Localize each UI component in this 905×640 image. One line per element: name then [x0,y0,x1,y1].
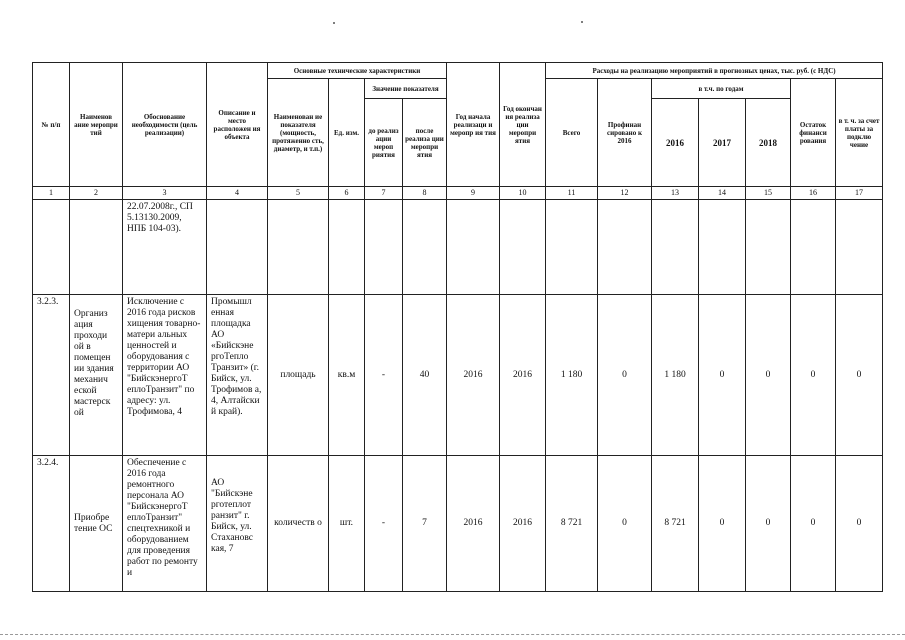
header-unit: Ед. изм. [329,79,365,187]
header-name: Наименов ание меропри тий [70,63,123,187]
row-2017: 0 [699,456,746,592]
row-name: Приобре тение ОС [70,456,123,592]
row-connection: 0 [836,456,883,592]
table-row [33,200,883,295]
scan-speck [333,22,335,24]
column-number: 3 [123,187,207,200]
row-indicator: количеств о [268,456,329,592]
column-number: 15 [746,187,791,200]
row-location: Промышл енная площадка АО «Бийскэне ргоТепло Транзит» (г. Бийск, ул. Трофимов а, 4, Алтайски й край). [207,295,268,456]
row-2018: 0 [746,295,791,456]
column-number: 12 [598,187,652,200]
table-row [33,295,883,456]
row-indicator: площадь [268,295,329,456]
header-connection: в т. ч. за счет платы за подклю чение [836,79,883,187]
header-total: Всего [546,79,598,187]
row-unit: шт. [329,456,365,592]
row-reason: Обеспечение с 2016 года ремонтного персонала АО "БийскэнергоТ еплоТранзит" спецтехникой и оборудованием для проведения работ по ремонту и [123,456,207,592]
header-indicator: Наименован ие показателя (мощность, протяженно сть, диаметр, и т.п.) [268,79,329,187]
column-number: 14 [699,187,746,200]
column-number: 1 [33,187,70,200]
header-end-year: Год окончан ия реализа ции меропри ятия [500,63,546,187]
column-number: 5 [268,187,329,200]
header-group-costs: Расходы на реализацию мероприятий в прогнозных ценах, тыс. руб. (с НДС) [546,63,883,79]
row-funded: 0 [598,295,652,456]
row-before [365,200,403,295]
column-number: 11 [546,187,598,200]
column-number: 13 [652,187,699,200]
row-end [500,200,546,295]
header-remain: Остаток финанси рования [791,79,836,187]
header-reason: Обоснование необходимости (цель реализации) [123,63,207,187]
column-number: 2 [70,187,123,200]
column-number: 6 [329,187,365,200]
row-num: 3.2.4. [33,456,70,592]
row-after [403,200,447,295]
row-before: - [365,456,403,592]
row-name: Организ ация проходи ой в помещен ии здания механич еской мастерск ой [70,295,123,456]
column-number: 4 [207,187,268,200]
row-unit [329,200,365,295]
row-remain: 0 [791,456,836,592]
header-year-2018: 2018 [746,99,791,187]
row-connection: 0 [836,295,883,456]
row-2016: 8 721 [652,456,699,592]
row-remain [791,200,836,295]
header-group-tech: Основные технические характеристики [268,63,447,79]
header-start-year: Год начала реализаци и меропр ия тия [447,63,500,187]
row-2017: 0 [699,295,746,456]
row-after: 40 [403,295,447,456]
row-2016: 1 180 [652,295,699,456]
column-number: 10 [500,187,546,200]
header-before: до реализ ации мероп риятия [365,99,403,187]
scan-speck [581,21,583,23]
row-name [70,200,123,295]
header-location: Описание и место расположен ия объекта [207,63,268,187]
row-unit: кв.м [329,295,365,456]
row-end: 2016 [500,456,546,592]
row-2018: 0 [746,456,791,592]
row-total [546,200,598,295]
column-number: 9 [447,187,500,200]
row-funded [598,200,652,295]
row-total: 1 180 [546,295,598,456]
page-edge-line [0,634,905,635]
header-year-2017: 2017 [699,99,746,187]
row-reason: 22.07.2008г., СП 5.13130.2009, НПБ 104-03). [123,200,207,295]
header-num: № п/п [33,63,70,187]
row-2016 [652,200,699,295]
row-num: 3.2.3. [33,295,70,456]
header-group-years: в т.ч. по годам [652,79,791,99]
row-connection [836,200,883,295]
column-number-row [33,187,883,200]
column-number: 17 [836,187,883,200]
column-number: 8 [403,187,447,200]
row-start: 2016 [447,295,500,456]
row-remain: 0 [791,295,836,456]
row-2017 [699,200,746,295]
row-total: 8 721 [546,456,598,592]
row-end: 2016 [500,295,546,456]
investment-program-table [32,62,883,592]
row-after: 7 [403,456,447,592]
column-number: 7 [365,187,403,200]
row-funded: 0 [598,456,652,592]
row-location: АО "Бийскэне рготеплот ранзит" г. Бийск, ул. Стахановс кая, 7 [207,456,268,592]
row-start: 2016 [447,456,500,592]
header-year-2016: 2016 [652,99,699,187]
column-number: 16 [791,187,836,200]
header-after: после реализа ции меропри ятия [403,99,447,187]
row-indicator [268,200,329,295]
row-start [447,200,500,295]
row-num [33,200,70,295]
row-location [207,200,268,295]
header-group-value: Значение показателя [365,79,447,99]
row-2018 [746,200,791,295]
row-before: - [365,295,403,456]
row-reason: Исключение с 2016 года рисков хищения товарно-матери альных ценностей и оборудования с территории АО "БийскэнергоТ еплоТранзит" по адресу: ул. Трофимова, 4 [123,295,207,456]
table-row [33,456,883,592]
header-funded: Профинан сировано к 2016 [598,79,652,187]
